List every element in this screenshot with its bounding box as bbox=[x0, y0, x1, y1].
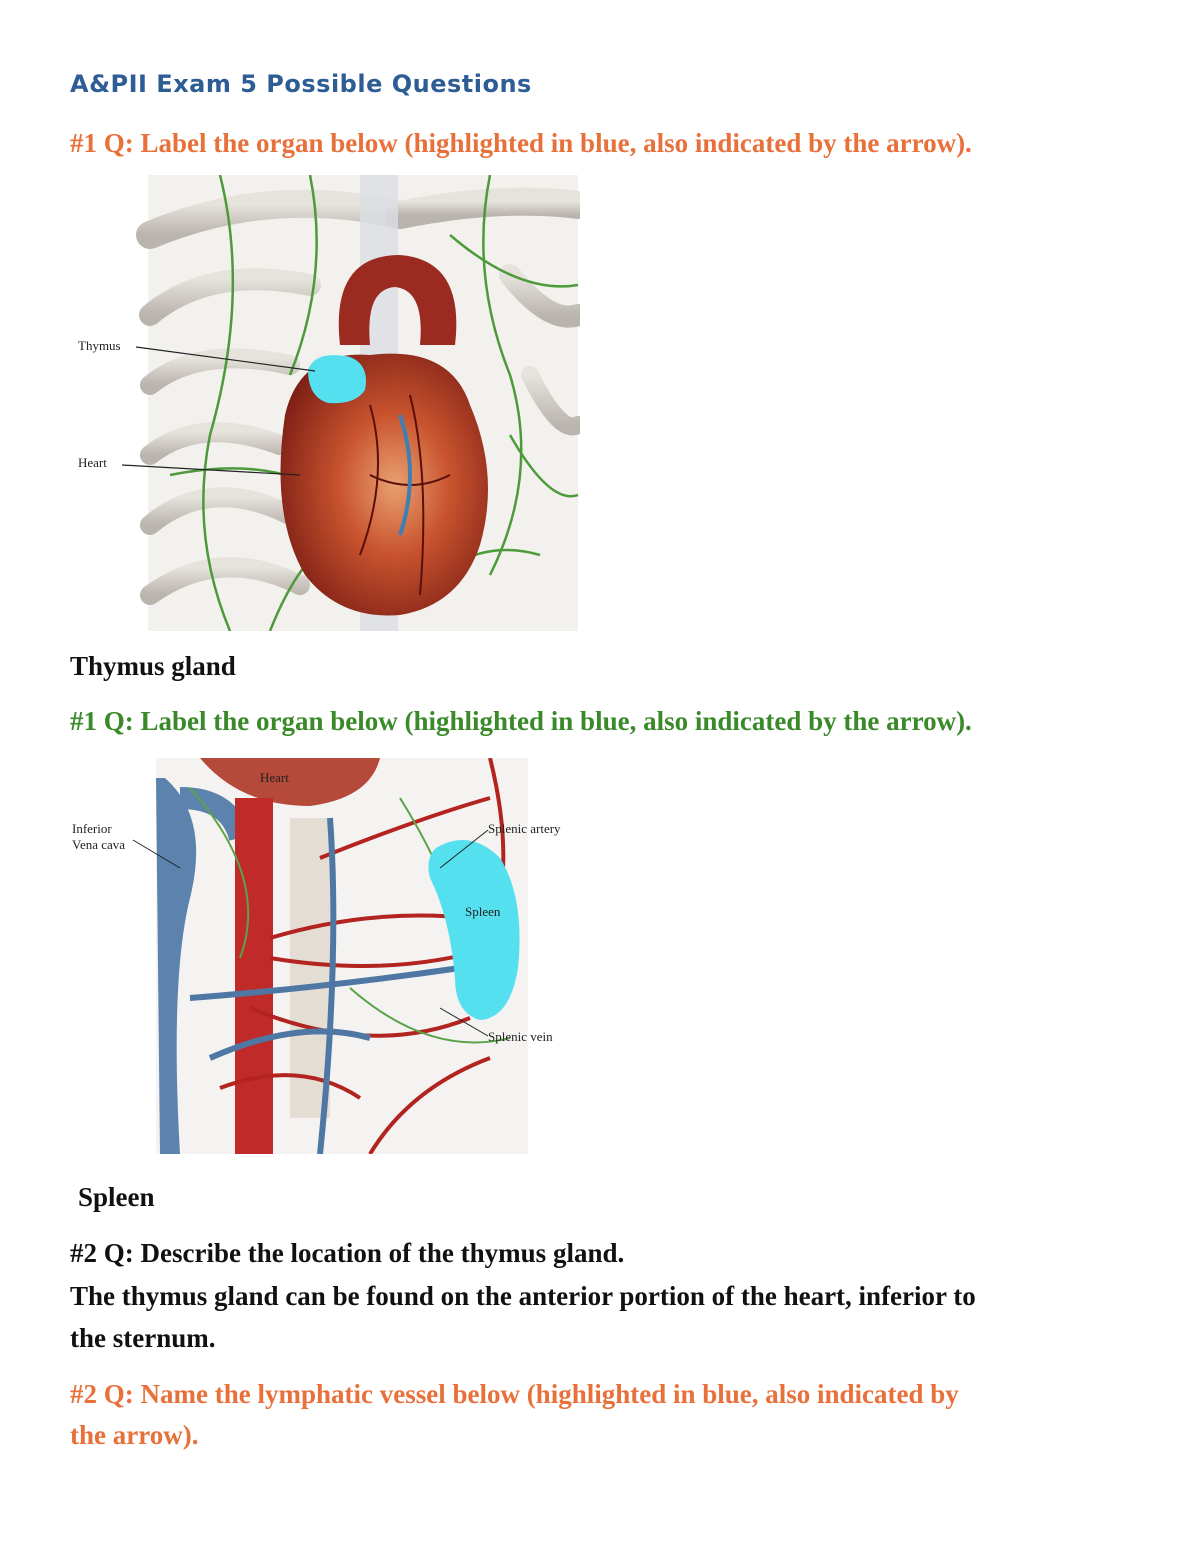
thymus-figure bbox=[70, 175, 580, 631]
answer-1-spleen: Spleen bbox=[78, 1182, 155, 1212]
question-2-thymus-location: #2 Q: Describe the location of the thymus gland. bbox=[70, 1238, 625, 1268]
splenic-vein-label: Splenic vein bbox=[488, 1029, 553, 1044]
document-title: A&PII Exam 5 Possible Questions bbox=[70, 70, 532, 98]
answer-1-thymus: Thymus gland bbox=[70, 651, 236, 681]
splenic-artery-label: Splenic artery bbox=[488, 821, 561, 836]
inferior-label: Inferior bbox=[72, 821, 112, 836]
heart bbox=[281, 354, 489, 616]
thymus-highlight bbox=[308, 355, 366, 403]
question-1-spleen: #1 Q: Label the organ below (highlighted in blue, also indicated by the arrow). bbox=[70, 706, 972, 736]
question-1-thymus: #1 Q: Label the organ below (highlighted in blue, also indicated by the arrow). bbox=[70, 128, 972, 158]
spleen-label: Spleen bbox=[465, 904, 501, 919]
thymus-illustration bbox=[70, 175, 580, 631]
thymus-label: Thymus bbox=[78, 338, 121, 353]
question-2-lymphatic-line-2: the arrow). bbox=[70, 1420, 199, 1450]
question-2-lymphatic-line-1: #2 Q: Name the lymphatic vessel below (highlighted in blue, also indicated by bbox=[70, 1379, 959, 1409]
answer-2-line-1: The thymus gland can be found on the anterior portion of the heart, inferior to bbox=[70, 1281, 976, 1311]
aorta bbox=[235, 798, 273, 1154]
spleen-illustration bbox=[70, 758, 580, 1154]
heart-label: Heart bbox=[78, 455, 107, 470]
heart-label: Heart bbox=[260, 770, 289, 785]
answer-2-line-2: the sternum. bbox=[70, 1323, 216, 1353]
vena-cava-label: Vena cava bbox=[72, 837, 126, 852]
spleen-figure bbox=[70, 758, 580, 1154]
vertebra bbox=[290, 818, 330, 1118]
